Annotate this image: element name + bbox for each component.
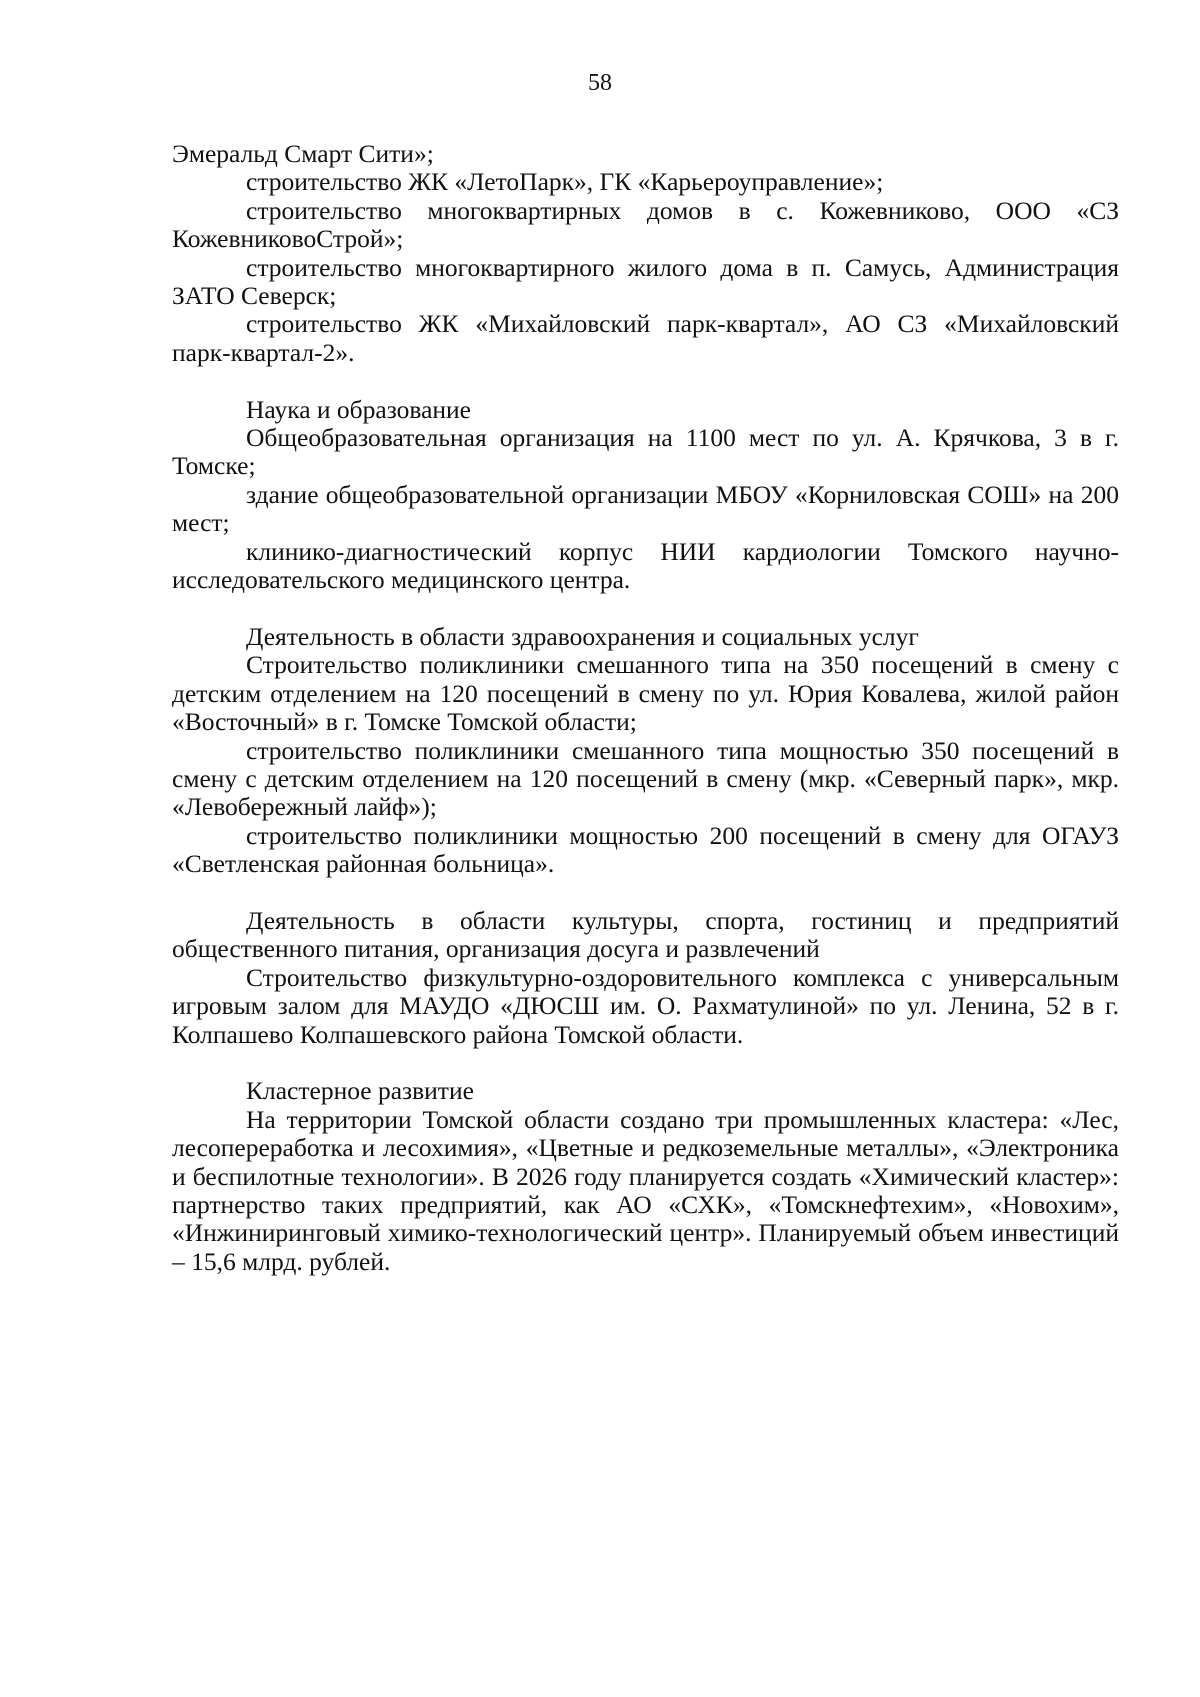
section-culture-sport — [172, 907, 1119, 1049]
section-healthcare — [172, 623, 1119, 879]
paragraph: Строительство физкультурно-оздоровительного комплекса с универсальным игровым залом для МАУДО «ДЮСШ им. О. Рахматулиной» по ул. Ленина, 52 в г. Колпашево Колпашевского района Томской области. — [172, 962, 1119, 1049]
paragraph: здание общеобразовательной организации МБОУ «Корниловская СОШ» на 200 мест; — [172, 479, 1119, 538]
section-heading: Наука и образование — [246, 394, 472, 424]
section-heading: Деятельность в области культуры, спорта, гостиниц и предприятий общественного питания, организация досуга и развлечений — [172, 905, 1119, 964]
section-heading: Кластерное развитие — [246, 1076, 474, 1106]
section-spacer — [172, 1049, 1119, 1077]
section-spacer — [172, 594, 1119, 622]
paragraph: На территории Томской области создано три промышленных кластера: «Лес, лесопереработка и лесохимия», «Цветные и редкоземельные металлы», «Электроника и беспилотные технологии». В 2026 году планируется создать «Химический кластер»: партнерство таких предприятий, как АО «СХК», «Томскнефтехим», «Новохим», «Инжиниринговый химико-технологический центр». Планируемый объем инвестиций – 15,6 млрд. рублей. — [172, 1104, 1119, 1276]
paragraph: строительство поликлиники мощностью 200 посещений в смену для ОГАУЗ «Светленская районная больница». — [172, 820, 1119, 879]
paragraph: строительство многоквартирного жилого дома в п. Самусь, Администрация ЗАТО Северск; — [172, 252, 1119, 311]
section-heading: Деятельность в области здравоохранения и социальных услуг — [246, 621, 919, 651]
paragraph: строительство ЖК «Михайловский парк-квартал», АО СЗ «Михайловский парк-квартал-2». — [172, 309, 1119, 367]
section-science-education — [172, 396, 1119, 595]
paragraph: строительство поликлиники смешанного типа мощностью 350 посещений в смену с детским отделением на 120 посещений в смену (мкр. «Северный парк», мкр. «Левобережный лайф»); — [172, 735, 1119, 822]
section-spacer — [172, 367, 1119, 395]
paragraph: строительство многоквартирных домов в с. Кожевниково, ООО «СЗ КожевниковоСтрой»; — [172, 195, 1119, 254]
section-spacer — [172, 879, 1119, 907]
paragraph: строительство ЖК «ЛетоПарк», ГК «Карьероуправление»; — [246, 167, 884, 197]
section-cluster-development — [172, 1077, 1119, 1276]
paragraph: Общеобразовательная организация на 1100 мест по ул. А. Крячкова, 3 в г. Томске; — [172, 423, 1119, 481]
document-body — [172, 140, 1119, 1276]
paragraph: Эмеральд Смарт Сити»; — [172, 139, 434, 168]
page-number: 58 — [588, 70, 612, 96]
paragraph: Строительство поликлиники смешанного типа на 350 посещений в смену с детским отделением на 120 посещений в смену по ул. Юрия Ковалева, жилой район «Восточный» в г. Томске Томской области; — [172, 650, 1119, 737]
paragraph: клинико-диагностический корпус НИИ кардиологии Томского научно-исследовательского медицинского центра. — [172, 536, 1119, 595]
